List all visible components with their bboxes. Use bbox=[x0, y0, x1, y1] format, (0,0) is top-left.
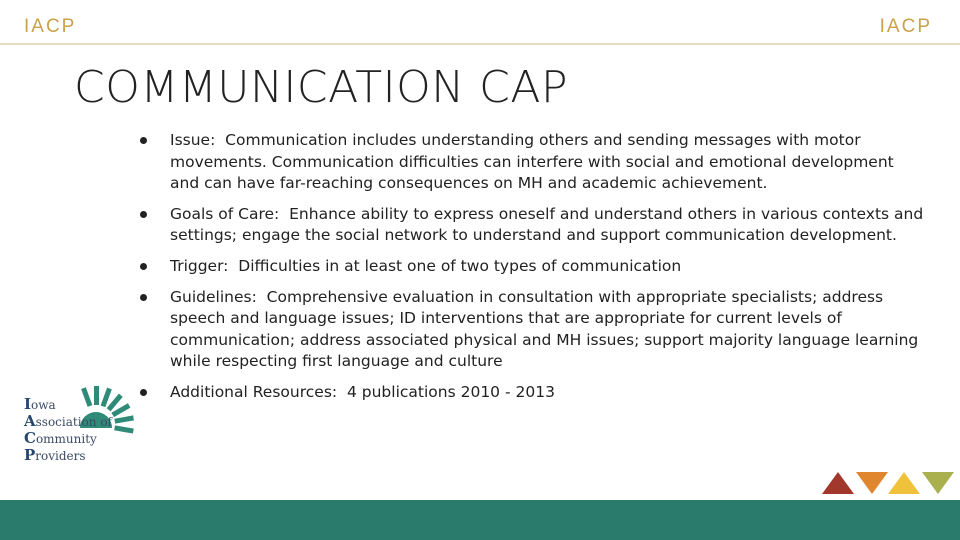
decorative-triangles bbox=[822, 472, 954, 496]
header-logo-left: IACP bbox=[24, 16, 77, 37]
header-logo-right: IACP bbox=[879, 16, 932, 37]
header-divider bbox=[0, 43, 960, 45]
bullet-text: Difficulties in at least one of two types of communication bbox=[238, 256, 682, 275]
bullet-trigger bbox=[136, 256, 926, 278]
bullet-label: Issue: bbox=[170, 131, 216, 149]
bullet-dot-icon bbox=[140, 263, 147, 270]
slide-title: COMMUNICATION CAP bbox=[74, 62, 569, 113]
bullet-label: Goals of Care: bbox=[170, 204, 280, 223]
bullet-guidelines bbox=[136, 287, 926, 373]
triangle-orange-icon bbox=[856, 472, 888, 494]
bullet-goals-of-care bbox=[136, 204, 926, 247]
footer-bar bbox=[0, 500, 960, 540]
bullet-text: Enhance ability to express oneself and understand others in various contexts and settings; engage the social network to understand and support communication development. bbox=[170, 204, 924, 245]
bullet-text: Comprehensive evaluation in consultation with appropriate specialists; address speech and language issues; ID interventions that are appropriate for current levels of communication; address associated physical and MH issues; support majority language learning while respecting first language and culture bbox=[170, 287, 919, 371]
logo-wordmark: Iowa Association of Community Providers bbox=[24, 395, 112, 464]
bullet-label: Guidelines: bbox=[170, 287, 257, 306]
bullet-label: Additional Resources: bbox=[170, 382, 338, 401]
bullet-dot-icon bbox=[140, 137, 147, 144]
iacp-logo bbox=[22, 384, 147, 466]
bullet-label: Trigger: bbox=[170, 256, 229, 275]
bullet-list bbox=[136, 130, 926, 413]
bullet-dot-icon bbox=[140, 211, 147, 218]
triangle-yellow-icon bbox=[888, 472, 920, 494]
bullet-dot-icon bbox=[140, 294, 147, 301]
bullet-text: Communication includes understanding others and sending messages with motor movements. Communication difficulties can interfere with social and emotional development and can have far-reaching consequences on MH and academic achievement. bbox=[170, 131, 894, 193]
triangle-red-icon bbox=[822, 472, 854, 494]
bullet-issue bbox=[136, 130, 926, 195]
bullet-additional-resources bbox=[136, 382, 926, 404]
triangle-green-icon bbox=[922, 472, 954, 494]
bullet-text: 4 publications 2010 - 2013 bbox=[346, 382, 555, 401]
